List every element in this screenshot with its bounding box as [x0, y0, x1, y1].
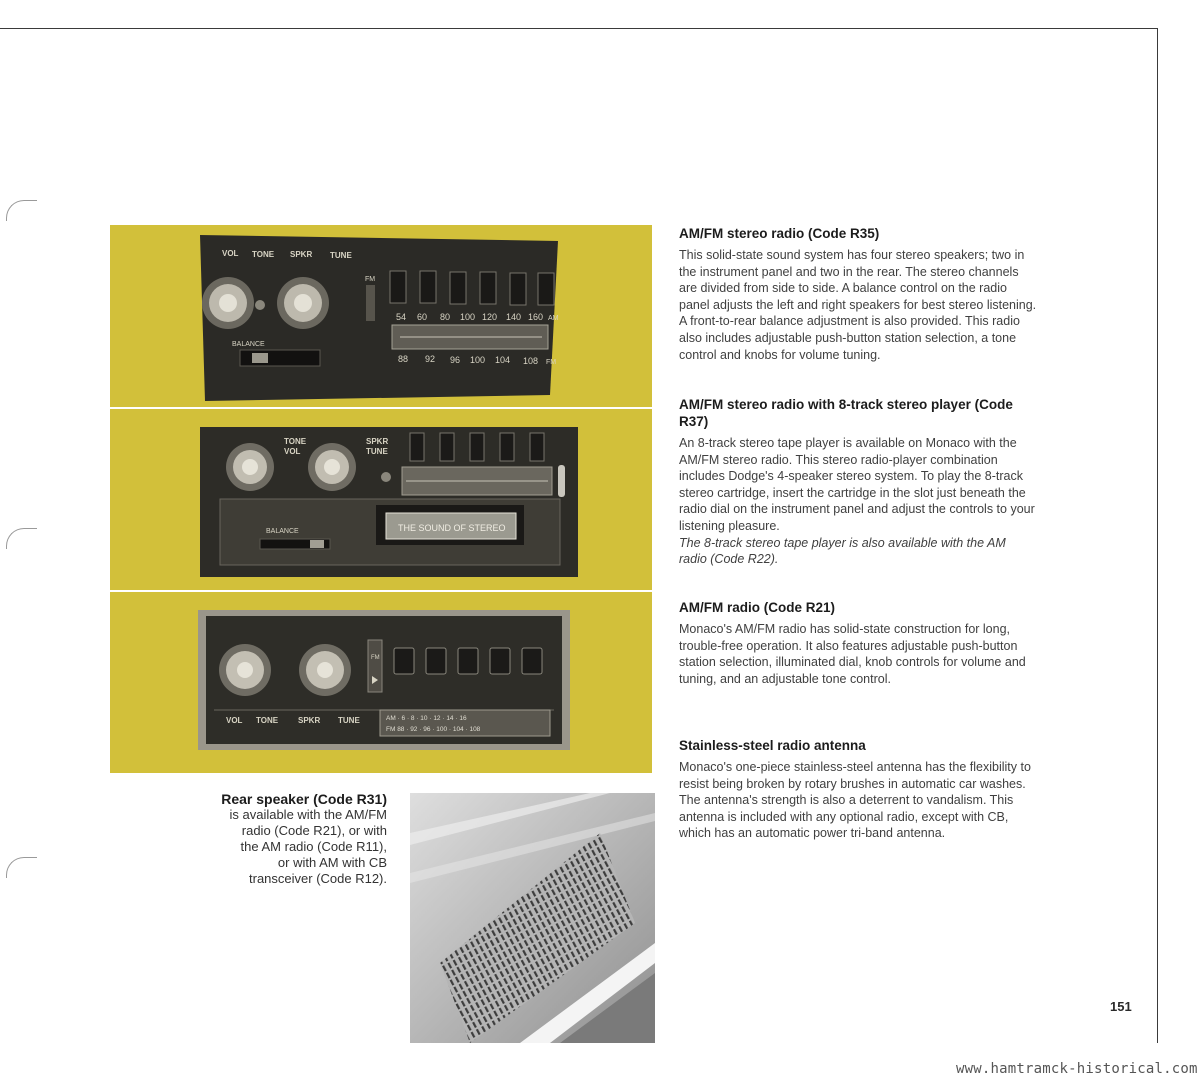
balance-label: BALANCE	[232, 341, 265, 348]
knob-label: VOL	[226, 716, 243, 725]
knob-label: SPKR	[366, 437, 389, 446]
cartridge-label: THE SOUND OF STEREO	[398, 523, 506, 533]
section-title: AM/FM stereo radio with 8-track stereo player (Code R37)	[679, 397, 1013, 429]
knob-label: TUNE	[330, 251, 352, 260]
am-scale-label: 80	[440, 312, 451, 322]
photo-8-track-stereo-radio	[110, 409, 652, 590]
am-scale-label: 60	[417, 312, 428, 322]
am-scale-label: AM	[548, 315, 559, 322]
knob-label: VOL	[284, 447, 301, 456]
section-am-fm-radio	[679, 599, 1037, 687]
fm-scale-label: 92	[425, 354, 436, 364]
section-8-track	[679, 396, 1037, 568]
fm-scale-label: 108	[523, 356, 539, 366]
fm-mark: FM	[365, 276, 376, 283]
knob-label: TONE	[256, 716, 279, 725]
knob-label: SPKR	[290, 250, 313, 259]
watermark: www.hamtramck-historical.com	[956, 1061, 1198, 1077]
caption-line: radio (Code R21), or with	[241, 823, 387, 838]
fm-scale-row: FM 88 · 92 · 96 · 100 · 104 · 108	[386, 726, 481, 733]
am-scale-row: AM · 6 · 8 · 10 · 12 · 14 · 16	[386, 715, 467, 722]
radio-faceplate	[200, 235, 558, 401]
rear-speaker-caption	[190, 791, 387, 887]
balance-slider	[252, 353, 268, 363]
balance-slider	[310, 540, 324, 548]
am-scale-label: 160	[528, 312, 544, 322]
section-body: Monaco's one-piece stainless-steel antenna has the flexibility to resist being broken by rotary brushes in automatic car washes. The antenna's strength is also a deterrent to vandalism. This antenna is included with any optional radio, except with CB, which has an automatic power tri-band antenna.	[679, 760, 1031, 841]
caption-line: or with AM with CB	[277, 855, 387, 870]
section-title: AM/FM radio (Code R21)	[679, 600, 836, 615]
knob-label: TONE	[284, 437, 307, 446]
am-scale-label: 140	[506, 312, 522, 322]
knob-label: TUNE	[338, 716, 360, 725]
knob-label: VOL	[222, 249, 239, 258]
section-title: Stainless-steel radio antenna	[679, 738, 866, 753]
photo-rear-speaker	[410, 793, 655, 1043]
section-title: AM/FM stereo radio (Code R35)	[679, 226, 880, 241]
caption-line: the AM radio (Code R11),	[240, 839, 387, 854]
photo-am-fm-radio	[110, 592, 652, 773]
section-body: An 8-track stereo tape player is available on Monaco with the AM/FM stereo radio. This stereo radio-player combination includes Dodge's 4-speaker stereo system. To play the 8-track stereo cartridge, insert the cartridge in the slot just beneath the radio dial on the instrument panel and adjust the controls to your listening pleasure.	[679, 436, 1035, 533]
section-am-fm-stereo	[679, 225, 1037, 363]
balance-label: BALANCE	[266, 528, 299, 535]
page-number: 151	[1110, 999, 1132, 1014]
caption-line: is available with the AM/FM	[229, 807, 387, 822]
section-note: The 8-track stereo tape player is also available with the AM radio (Code R22).	[679, 535, 1006, 567]
am-scale-label: 54	[396, 312, 407, 322]
knob-label: SPKR	[298, 716, 321, 725]
fm-mark: FM	[371, 655, 380, 661]
fm-scale-label: 88	[398, 354, 409, 364]
knob-label: TONE	[252, 250, 275, 259]
fm-scale-label: 100	[470, 355, 486, 365]
am-scale-label: 100	[460, 312, 476, 322]
section-body: Monaco's AM/FM radio has solid-state construction for long, trouble-free operation. It also features adjustable push-button station selection, illuminated dial, knob controls for volume and tuning, and an adjustable tone control.	[679, 622, 1026, 686]
fm-scale-label: 104	[495, 355, 511, 365]
photo-am-fm-stereo-radio	[110, 225, 652, 407]
fm-scale-label: 96	[450, 355, 461, 365]
am-scale-label: 120	[482, 312, 498, 322]
fm-scale-label: FM	[546, 359, 557, 366]
section-antenna	[679, 737, 1037, 842]
section-body: This solid-state sound system has four stereo speakers; two in the instrument panel and two in the rear. The stereo channels are divided from side to side. A balance control on the radio panel adjusts the left and right speakers for best stereo listening. A front-to-rear balance adjustment is also provided. This radio also includes adjustable push-button station selection, a tone control and knobs for volume tuning.	[679, 248, 1037, 362]
caption-title: Rear speaker (Code R31)	[221, 791, 387, 807]
knob-label: TUNE	[366, 447, 388, 456]
caption-line: transceiver (Code R12).	[249, 871, 387, 886]
